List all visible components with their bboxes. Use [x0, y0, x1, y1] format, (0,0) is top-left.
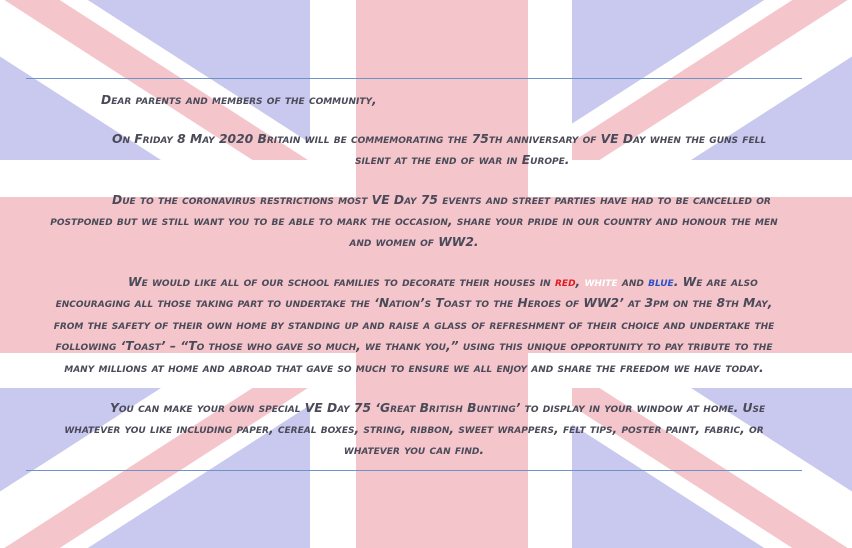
- paragraph-3-line-5: many millions at home and abroad that gave so much to ensure we all enjoy and share the freedom we have today.: [64, 361, 764, 375]
- paragraph-3-line-1: [128, 272, 758, 293]
- salutation: Dear parents and members of the community,: [101, 93, 377, 107]
- comma: ,: [575, 275, 585, 289]
- paragraph-4-line-1: You can make your own special VE Day 75 ‘Great British Bunting’ to display in your window at home. Use: [110, 401, 766, 415]
- paragraph-2-line-2: postponed but we still want you to be able to mark the occasion, share your pride in our country and honour the men: [50, 214, 778, 228]
- paragraph-2-line-1: Due to the coronavirus restrictions most VE Day 75 events and street parties have had to be cancelled or: [112, 193, 771, 207]
- paragraph-3-line-1-end: . We are also: [673, 275, 758, 289]
- paragraph-4-line-2: whatever you like including paper, cereal boxes, string, ribbon, sweet wrappers, felt tips, poster paint, fabric, or: [64, 422, 764, 436]
- paragraph-2-line-3: and women of WW2.: [349, 235, 479, 249]
- and-word: and: [617, 275, 649, 289]
- paragraph-1-line-2: silent at the end of war in Europe.: [355, 153, 570, 167]
- paragraph-3-line-2: encouraging all those taking part to undertake the ‘Nation’s Toast to the Heroes of WW2’ at 3pm on the 8th May,: [55, 296, 773, 310]
- paragraph-3-line-4: following ‘Toast’ – “To those who gave so much, we thank you,” using this unique opportunity to pay tribute to the: [55, 339, 773, 353]
- paragraph-3-line-1-start: We would like all of our school families to decorate their houses in: [128, 275, 555, 289]
- color-word-white: white: [584, 275, 618, 289]
- color-word-red: red: [554, 275, 576, 289]
- color-word-blue: blue: [648, 275, 674, 289]
- paragraph-4-line-3: whatever you can find.: [343, 443, 485, 457]
- paragraph-3-line-3: from the safety of their own home by standing up and raise a glass of refreshment of their choice and undertake the: [53, 318, 775, 332]
- paragraph-1-line-1: On Friday 8 May 2020 Britain will be commemorating the 75th anniversary of VE Day when the guns fell: [112, 132, 767, 146]
